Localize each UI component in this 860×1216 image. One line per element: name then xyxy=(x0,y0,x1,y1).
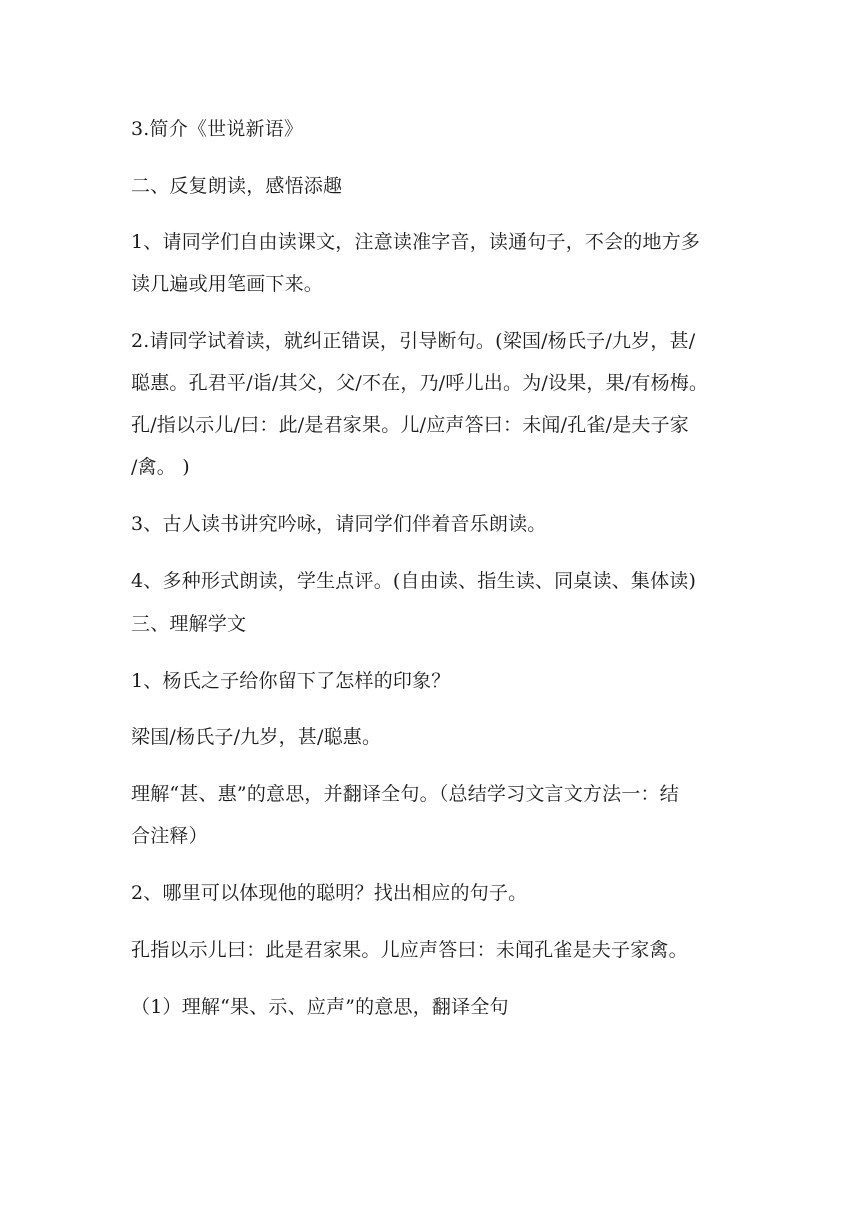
sub-item-1: （1）理解“果、示、应声”的意思，翻译全句 xyxy=(131,996,509,1018)
step-2-line-2: 聪惠。孔君平/诣/其父，父/不在，乃/呼儿出。为/设果，果/有杨梅。 xyxy=(131,372,709,394)
question-1: 1、杨氏之子给你留下了怎样的印象？ xyxy=(131,670,451,692)
question-2: 2、哪里可以体现他的聪明？找出相应的句子。 xyxy=(131,882,528,904)
step-1-line-2: 读几遍或用笔画下来。 xyxy=(131,273,324,295)
explanation-line-2: 合注释） xyxy=(131,825,208,847)
explanation-line-1: 理解“甚、惠”的意思，并翻译全句。（总结学习文言文方法一：结 xyxy=(131,783,679,805)
step-1-line-1: 1、请同学们自由读课文，注意读准字音，读通句子，不会的地方多 xyxy=(131,231,701,253)
quote-line-2: 孔指以示儿曰：此是君家果。儿应声答曰：未闻孔雀是夫子家禽。 xyxy=(131,939,688,961)
quote-line-1: 梁国/杨氏子/九岁，甚/聪惠。 xyxy=(131,726,382,748)
step-2-line-4: /禽。 ) xyxy=(131,456,190,478)
section-heading-reading: 二、反复朗读，感悟添趣 xyxy=(131,175,343,197)
section-heading-understanding: 三、理解学文 xyxy=(131,613,247,635)
step-2-line-1: 2.请同学试着读，就纠正错误，引导断句。(梁国/杨氏子/九岁，甚/ xyxy=(131,330,696,352)
step-2-line-3: 孔/指以示儿/曰：此/是君家果。儿/应声答曰：未闻/孔雀/是夫子家 xyxy=(131,414,690,436)
item-intro-shishuoxinyu: 3.简介《世说新语》 xyxy=(131,118,304,140)
step-4: 4、多种形式朗读，学生点评。(自由读、指生读、同桌读、集体读) xyxy=(131,570,697,592)
step-3: 3、古人读书讲究吟咏，请同学们伴着音乐朗读。 xyxy=(131,513,547,535)
